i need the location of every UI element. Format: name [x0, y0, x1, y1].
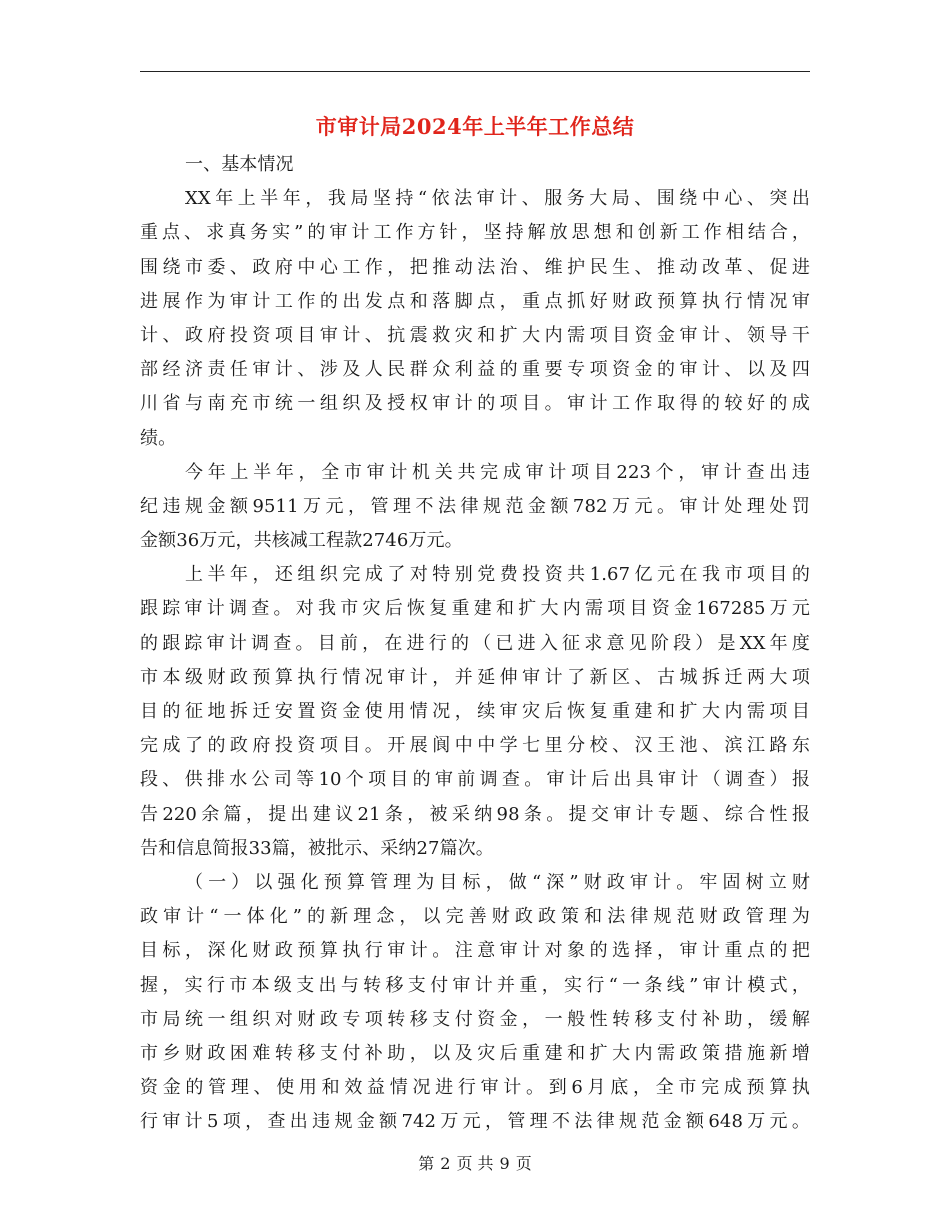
text-line: 的跟踪审计调查。目前，在进行的（已进入征求意见阶段）是XX年度	[140, 632, 810, 654]
header-rule	[140, 71, 810, 72]
document-body	[140, 148, 810, 1139]
text-line: 跟踪审计调查。对我市灾后恢复重建和扩大内需项目资金167285万元	[140, 598, 810, 620]
text-line: 目的征地拆迁安置资金使用情况，续审灾后恢复重建和扩大内需项目	[140, 701, 810, 722]
text-line: 一、基本情况	[185, 154, 294, 175]
text-line: 握，实行市本级支出与转移支付审计并重，实行“一条线”审计模式，	[140, 974, 810, 996]
text-line: 部经济责任审计、涉及人民群众利益的重要专项资金的审计、以及四	[140, 359, 810, 381]
text-line: 市局统一组织对财政专项转移支付资金，一般性转移支付补助，缓解	[140, 1008, 810, 1030]
text-line: （一）以强化预算管理为目标，做“深”财政审计。牢固树立财	[185, 871, 810, 893]
text-line: 目标，深化财政预算执行审计。注意审计对象的选择，审计重点的把	[140, 940, 810, 962]
footer-total-pages: 9	[499, 1154, 510, 1173]
footer-prefix: 第	[418, 1154, 435, 1173]
text-line: 上半年，还组织完成了对特别党费投资共1.67亿元在我市项目的	[185, 564, 810, 586]
text-line: 行审计5项，查出违规金额742万元，管理不法律规范金额648万元。	[140, 1111, 810, 1133]
text-line: 围绕市委、政府中心工作，把推动法治、维护民生、推动改革、促进	[140, 256, 810, 278]
text-line: 市乡财政困难转移支付补助，以及灾后重建和扩大内需政策措施新增	[140, 1042, 810, 1064]
text-line: 计、政府投资项目审计、抗震救灾和扩大内需项目资金审计、领导干	[140, 324, 810, 346]
text-line: 今年上半年，全市审计机关共完成审计项目223个，审计查出违	[185, 461, 810, 483]
text-line: 市本级财政预算执行情况审计，并延伸审计了新区、古城拆迁两大项	[140, 666, 810, 688]
text-line: 绩。	[140, 427, 177, 449]
footer-suffix: 页	[515, 1154, 532, 1173]
text-line: 金额36万元，共核减工程款2746万元。	[140, 530, 463, 552]
document-title: 市审计局2024年上半年工作总结	[315, 114, 635, 139]
page-footer	[0, 1152, 950, 1176]
text-line: 川省与南充市统一组织及授权审计的项目。审计工作取得的较好的成	[140, 393, 810, 415]
text-line: 告和信息简报33篇，被批示、采纳27篇次。	[140, 837, 494, 859]
footer-middle: 页 共	[456, 1154, 494, 1173]
text-line: 政审计“一体化”的新理念，以完善财政政策和法律规范财政管理为	[140, 906, 810, 928]
text-line: 进展作为审计工作的出发点和落脚点，重点抓好财政预算执行情况审	[140, 290, 810, 312]
footer-page-number: 2	[440, 1154, 451, 1173]
text-line: 告220余篇，提出建议21条，被采纳98条。提交审计专题、综合性报	[140, 803, 810, 825]
text-line: 完成了的政府投资项目。开展阆中中学七里分校、汉王池、滨江路东	[140, 735, 810, 757]
text-line: 资金的管理、使用和效益情况进行审计。到6月底，全市完成预算执	[140, 1077, 810, 1099]
text-line: XX年上半年，我局坚持“依法审计、服务大局、围绕中心、突出	[185, 188, 810, 210]
text-line: 纪违规金额9511万元，管理不法律规范金额782万元。审计处理处罚	[140, 495, 810, 517]
text-line: 重点、求真务实”的审计工作方针，坚持解放思想和创新工作相结合，	[140, 222, 810, 244]
text-line: 段、供排水公司等10个项目的审前调查。审计后出具审计（调查）报	[140, 769, 810, 791]
